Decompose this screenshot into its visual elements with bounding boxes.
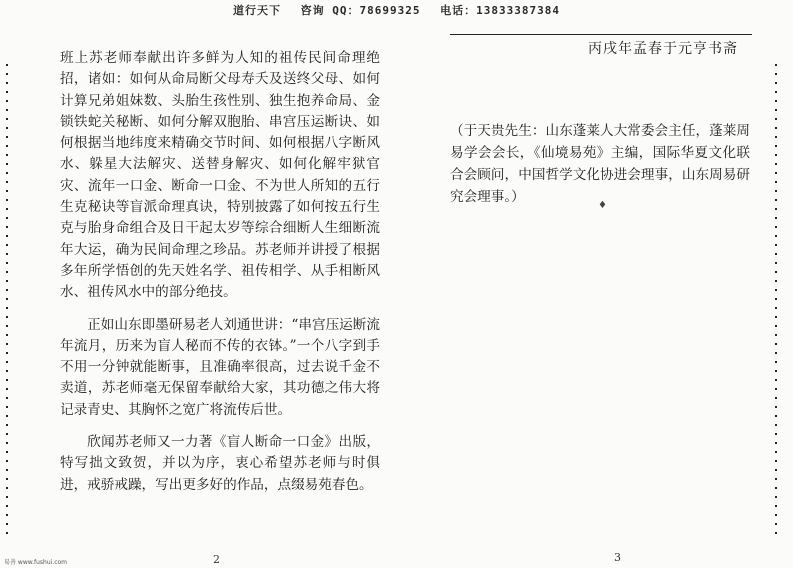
watermark: 易善 www.fushui.com <box>4 559 68 566</box>
signature-line: 丙戌年孟春于元亨书斋 <box>588 41 738 57</box>
page-header <box>0 2 793 24</box>
binding-dots-left <box>6 64 8 538</box>
paragraph-3: 欣闻苏老师又一力著《盲人断命一口金》出版，特写拙文致贺，并以为序，衷心希望苏老师与时俱进，戒骄戒躁，写出更多好的作品，点缀易苑春色。 <box>60 434 380 493</box>
right-page <box>410 24 793 568</box>
header-site-name: 道行天下 <box>233 4 282 17</box>
left-page <box>0 24 410 568</box>
paragraph-2: 正如山东即墨研易老人刘通世讲：“串宫压运断流年流月，历来为盲人秘而不传的衣钵。”一个八字到手不用一分钟就能断事，且准确率很高，过去说千金不卖道，苏老师毫无保留奉献给大家，其功德之伟大将记录青史、其胸怀之宽广将流传后世。 <box>60 316 380 418</box>
ink-mark: ♦ <box>598 200 607 211</box>
header-phone: 电话：13833387384 <box>440 4 560 17</box>
paragraph-1: 班上苏老师奉献出许多鲜为人知的祖传民间命理绝招，诸如：如何从命局断父母寿夭及送终父母、如何计算兄弟姐妹数、头胎生孩性别、独生抱养命局、金锁铁蛇关秘断、如何分解双胞胎、串宫压运断诀、如何根据当地纬度来精确交节时间、如何根据八字断风水、躲星大法解灾、送替身解灾、如何化解牢狱官灾、流年一口金、断命一口金、不为世人所知的五行生克秘诀等盲派命理真诀，特别披露了如何按五行生克与胎身命组合及日干起太岁等综合细断人生细断流年大运，确为民间命理之珍品。苏老师并讲授了根据多年所学悟创的先天姓名学、祖传相学、从手相断风水、祖传风水中的部分绝技。 <box>60 50 380 301</box>
left-page-text <box>60 48 380 496</box>
right-page-number: 3 <box>614 551 621 564</box>
author-note: （于天贵先生：山东蓬莱人大常委会主任，蓬莱周易学会会长，《仙境易苑》主编，国际华夏文化联合会顾问，中国哲学文化协进会理事，山东周易研究会理事。） <box>450 123 750 205</box>
header-qq: 咨询 QQ：78699325 <box>300 4 421 17</box>
top-rule <box>450 34 752 35</box>
binding-dots-right <box>775 64 777 538</box>
left-page-number: 2 <box>213 553 220 566</box>
